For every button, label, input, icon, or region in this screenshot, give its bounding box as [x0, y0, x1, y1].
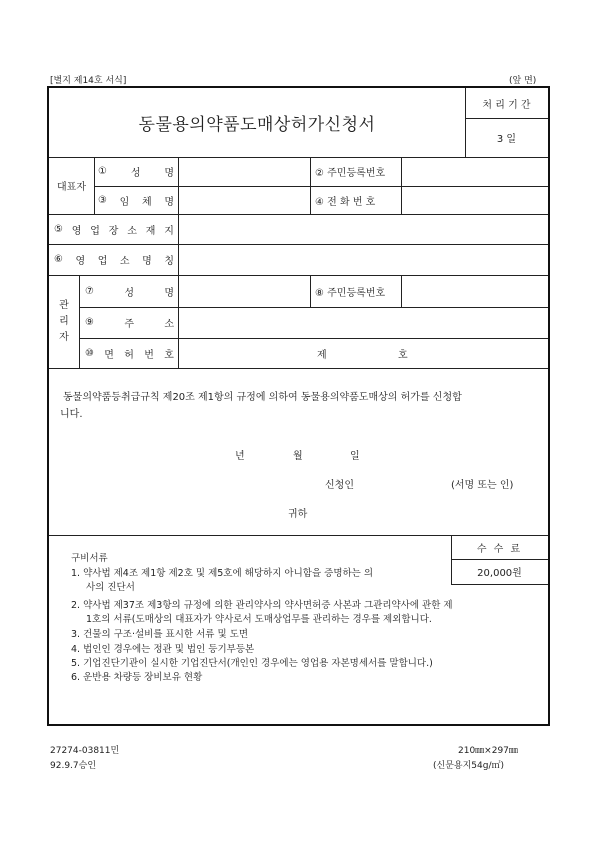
manager-address-label: ⑨ 주 소	[85, 317, 174, 330]
representative-label: 대표자	[57, 182, 86, 193]
paper-type: (신문용지54g/㎡)	[433, 761, 504, 771]
date-year: 년	[235, 451, 245, 462]
manager-resident-no-field[interactable]	[403, 275, 547, 307]
rep-name-field[interactable]	[180, 157, 308, 186]
manager-name-field[interactable]	[180, 275, 308, 307]
form-number: [별지 제14호 서식]	[50, 76, 127, 86]
side-label: (앞 면)	[509, 76, 537, 86]
date-day: 일	[350, 451, 360, 462]
license-number-field[interactable]	[180, 338, 546, 368]
applicant-label: 신청인	[325, 480, 354, 491]
paper-size: 210㎜×297㎜	[458, 746, 518, 756]
rep-phone-field[interactable]	[403, 186, 547, 214]
fee-label: 수 수 료	[476, 543, 523, 555]
attachment-item: 4. 법인인 경우에는 정관 및 법인 등기부등본	[71, 644, 255, 655]
processing-period-label: 처 리 기 간	[482, 99, 531, 111]
processing-period-value: 3 일	[496, 134, 517, 145]
business-name-field[interactable]	[180, 244, 546, 275]
rep-name-label: ① 성 명	[98, 166, 174, 179]
form-title: 동물용의약품도매상허가신청서	[138, 115, 376, 135]
manager-label: 관 리 자	[59, 299, 69, 343]
attachment-item: 사의 진단서	[86, 582, 135, 593]
rep-resident-no-field[interactable]	[403, 157, 547, 186]
license-number-label: ⑩ 면 허 번 호	[85, 347, 174, 361]
license-prefix: 제	[317, 349, 327, 361]
rep-phone-label: ④ 전 화 번 호	[315, 196, 376, 208]
business-location-field[interactable]	[180, 214, 546, 244]
recipient-label: 귀하	[288, 509, 308, 520]
business-location-label: ⑤ 영 업 장 소 재 지	[54, 223, 174, 237]
manager-name-label: ⑦ 성 명	[85, 285, 174, 299]
form-code: 27274-03811민	[50, 746, 120, 756]
signature-label: (서명 또는 인)	[451, 480, 514, 491]
license-suffix: 호	[398, 349, 408, 361]
fee-value: 20,000원	[477, 568, 522, 579]
rep-corporate-name-label: ③ 임 체 명	[98, 194, 174, 208]
manager-resident-no-label: ⑧ 주민등록번호	[315, 287, 386, 299]
approval-date: 92.9.7승인	[50, 761, 97, 771]
manager-address-field[interactable]	[180, 307, 546, 338]
attachment-item: 5. 기업진단기관이 실시한 기업진단서(개인인 경우에는 영업용 자본명세서를 말합니다.)	[71, 658, 433, 669]
statement-line-1: 동물의약품등취급규칙 제20조 제1항의 규정에 의하여 동물용의약품도매상의 허가를 신청합	[63, 392, 462, 403]
statement-line-2: 니다.	[60, 409, 83, 420]
attachment-item: 2. 약사법 제37조 제3항의 규정에 의한 관리약사의 약사면허증 사본과 그관리약사에 관한 제	[71, 600, 453, 611]
attachment-item: 3. 건물의 구조·설비를 표시한 서류 및 도면	[71, 629, 249, 640]
business-name-label: ⑥ 영 업 소 명 칭	[54, 254, 174, 267]
attachment-item: 1호의 서류(도매상의 대표자가 약사로서 도매상업무를 관리하는 경우를 제외합니다.	[86, 614, 432, 625]
rep-resident-no-label: ② 주민등록번호	[315, 168, 386, 179]
attachments-title: 구비서류	[71, 553, 108, 564]
attachment-item: 6. 운반용 차량등 장비보유 현황	[71, 672, 203, 683]
rep-corporate-name-field[interactable]	[180, 186, 308, 214]
attachment-item: 1. 약사법 제4조 제1항 제2호 및 제5호에 해당하지 아니함을 증명하는 의	[71, 568, 374, 579]
date-month: 월	[293, 451, 303, 462]
